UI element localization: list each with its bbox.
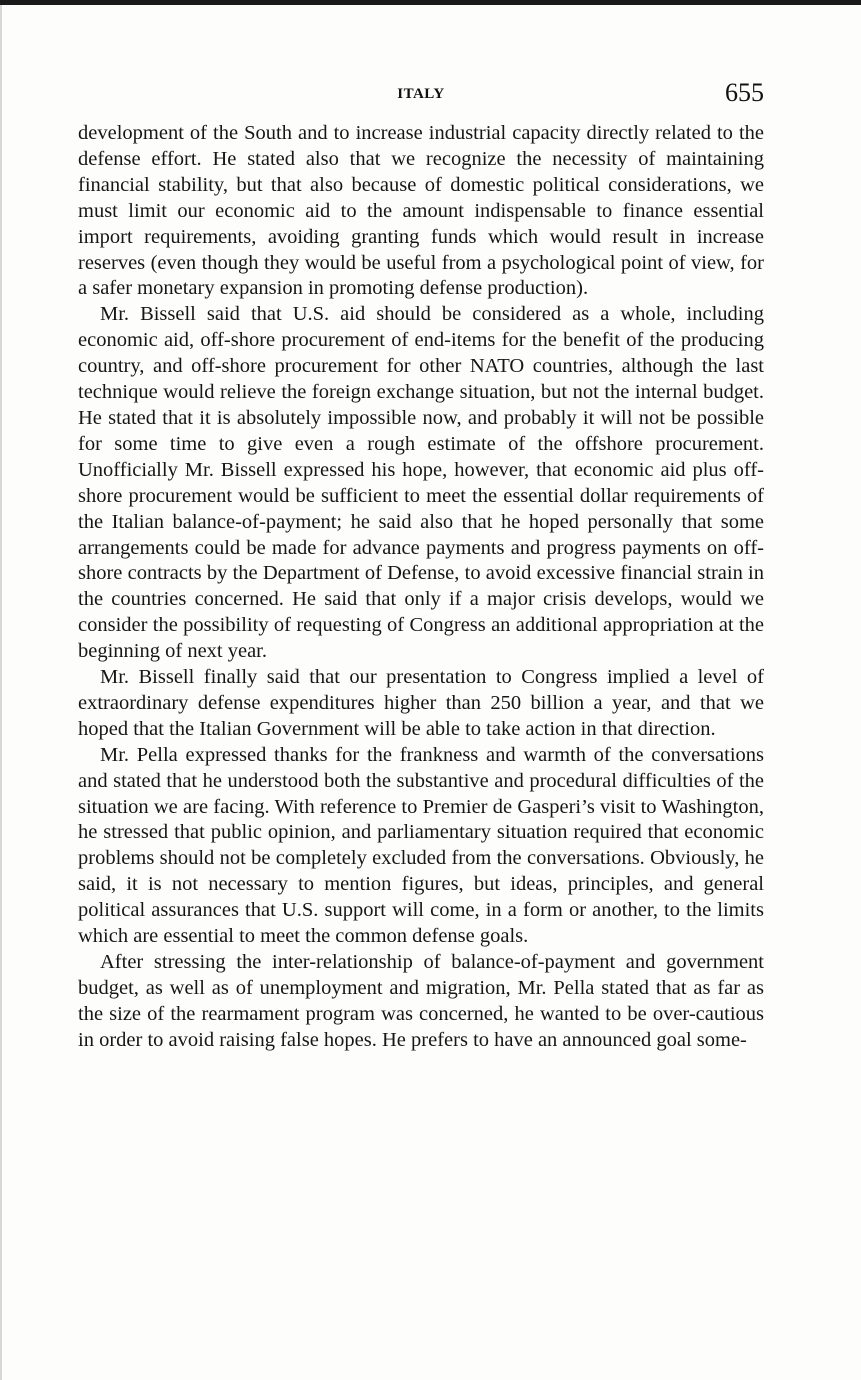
running-title: ITALY [397, 86, 445, 102]
paragraph-2: Mr. Bissell said that U.S. aid should be considered as a whole, including economic aid, off-shore procurement of end-items for the benefit of the producing country, and off-shore procurement for other NATO countries, although the last technique would relieve the foreign exchange situation, but not the internal budget. He stated that it is absolutely impossible now, and probably it will not be possible for some time to give even a rough estimate of the offshore procurement. Unofficially Mr. Bissell expressed his hope, however, that economic aid plus off-shore procurement would be sufficient to meet the essential dollar requirements of the Italian balance-of-payment; he said also that he hoped personally that some arrangements could be made for advance payments and progress payments on off-shore contracts by the Department of Defense, to avoid excessive financial strain in the countries concerned. He said that only if a major crisis develops, would we consider the possibility of requesting of Congress an additional appropriation at the beginning of next year. [78, 303, 764, 663]
paragraph-4: Mr. Pella expressed thanks for the frankness and warmth of the conversations and stated that he understood both the substantive and procedural difficulties of the situation we are facing. With reference to Premier de Gasperi’s visit to Washington, he stressed that public opinion, and parliamentary situation required that economic problems should not be completely excluded from the conversations. Obviously, he said, it is not necessary to mention figures, but ideas, principles, and general political assurances that U.S. support will come, in a form or another, to the limits which are essential to meet the common defense goals. [78, 743, 764, 948]
paragraph-1: development of the South and to increase industrial capacity directly related to the defense effort. He stated also that we recognize the necessity of maintaining financial stability, but that also because of domestic political considerations, we must limit our economic aid to the amount indispensable to finance essential import requirements, avoiding granting funds which would result in increase reserves (even though they would be useful from a psychological point of view, for a safer monetary expansion in promoting defense production). [78, 122, 764, 300]
paragraph-3: Mr. Bissell finally said that our presentation to Congress implied a level of extraordinary defense expenditures higher than 250 billion a year, and that we hoped that the Italian Government will be able to take action in that direction. [78, 666, 764, 740]
page-number: 655 [725, 78, 764, 107]
page-left-edge [0, 5, 2, 1380]
running-head [78, 78, 764, 108]
body-text [78, 121, 764, 1054]
paragraph-5: After stressing the inter-relationship of balance-of-payment and government budget, as well as of unemployment and migration, Mr. Pella stated that as far as the size of the rearmament program was concerned, he wanted to be over-cautious in order to avoid raising false hopes. He prefers to have an announced goal some- [78, 951, 764, 1051]
page-top-border [0, 0, 861, 5]
